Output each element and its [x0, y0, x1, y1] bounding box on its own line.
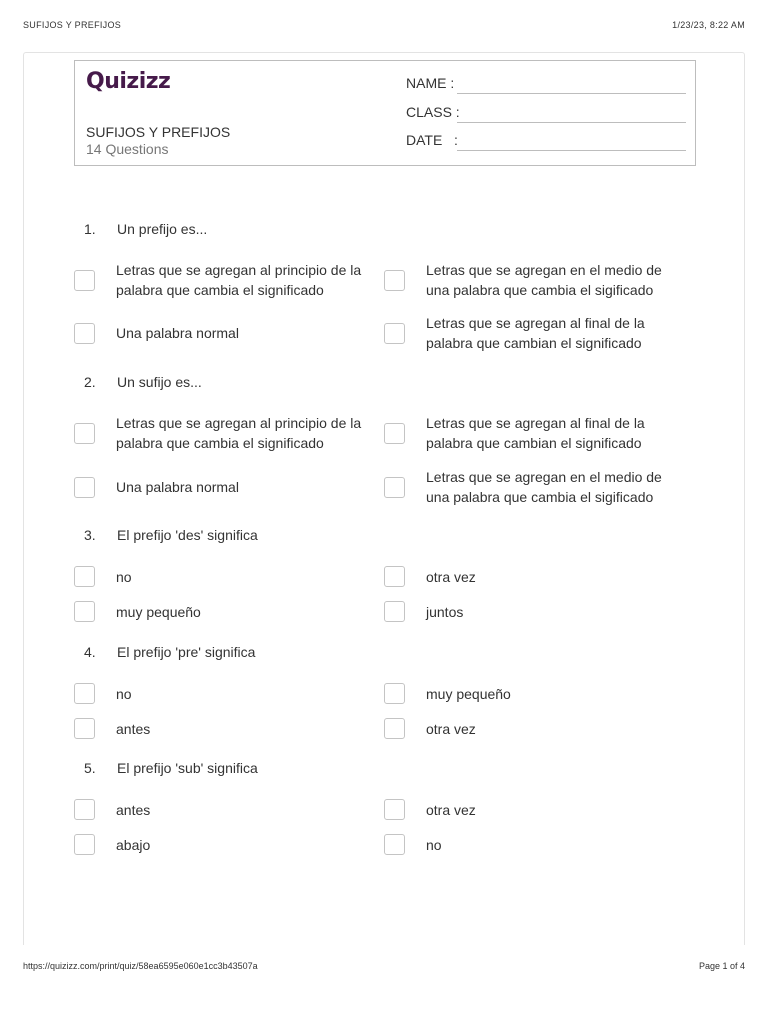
date-line — [457, 150, 686, 151]
answer-text: Letras que se agregan en el medio de una palabra que cambia el sigificado — [426, 262, 662, 298]
checkbox[interactable] — [74, 423, 95, 444]
checkbox[interactable] — [74, 323, 95, 344]
question-text: Un sufijo es... — [117, 374, 202, 390]
answer-text: Una palabra normal — [116, 479, 239, 495]
checkbox[interactable] — [384, 799, 405, 820]
checkbox[interactable] — [384, 477, 405, 498]
checkbox[interactable] — [384, 566, 405, 587]
class-line — [457, 122, 686, 123]
page-indicator: Page 1 of 4 — [698, 961, 745, 971]
answer-text: otra vez — [426, 802, 476, 818]
checkbox[interactable] — [74, 270, 95, 291]
checkbox[interactable] — [74, 601, 95, 622]
question-number: 4. — [84, 644, 96, 660]
checkbox[interactable] — [74, 799, 95, 820]
print-footer — [23, 961, 745, 973]
question-number: 3. — [84, 527, 96, 543]
date-label: DATE : — [406, 132, 458, 148]
question-text: Un prefijo es... — [117, 221, 208, 237]
checkbox[interactable] — [384, 423, 405, 444]
answer-text: muy pequeño — [426, 686, 511, 702]
checkbox[interactable] — [384, 683, 405, 704]
quiz-sheet — [23, 52, 745, 945]
question-number: 2. — [84, 374, 96, 390]
question-text: El prefijo 'des' significa — [117, 527, 258, 543]
answer-text: juntos — [426, 604, 464, 620]
print-header-title: SUFIJOS Y PREFIJOS — [23, 20, 122, 30]
print-header — [23, 20, 745, 32]
checkbox[interactable] — [74, 683, 95, 704]
checkbox[interactable] — [74, 718, 95, 739]
answer-text: Letras que se agregan en el medio de una palabra que cambia el sigificado — [426, 469, 662, 505]
answer-text: no — [116, 569, 132, 585]
quizizz-logo: Quizizz — [86, 69, 171, 94]
checkbox[interactable] — [74, 834, 95, 855]
question-number: 1. — [84, 221, 96, 237]
answer-text: Una palabra normal — [116, 325, 239, 341]
answer-text: Letras que se agregan al final de la palabra que cambian el significado — [426, 315, 645, 351]
answer-text: muy pequeño — [116, 604, 201, 620]
quiz-title: SUFIJOS Y PREFIJOS — [86, 124, 231, 140]
quiz-header-box — [74, 60, 696, 166]
date-field[interactable] — [406, 132, 686, 152]
class-label: CLASS : — [406, 104, 460, 120]
answer-text: Letras que se agregan al principio de la palabra que cambia el significado — [116, 415, 362, 451]
name-line — [457, 93, 686, 94]
answer-text: no — [426, 837, 442, 853]
answer-text: otra vez — [426, 569, 476, 585]
answer-text: antes — [116, 721, 151, 737]
print-footer-url: https://quizizz.com/print/quiz/58ea6595e060e1cc3b43507a — [23, 961, 258, 971]
checkbox[interactable] — [384, 601, 405, 622]
checkbox[interactable] — [74, 477, 95, 498]
question-count: 14 Questions — [86, 141, 169, 157]
answer-text: otra vez — [426, 721, 476, 737]
answer-text: Letras que se agregan al principio de la palabra que cambia el significado — [116, 262, 362, 298]
print-header-datetime: 1/23/23, 8:22 AM — [672, 20, 745, 30]
checkbox[interactable] — [74, 566, 95, 587]
checkbox[interactable] — [384, 323, 405, 344]
answer-text: antes — [116, 802, 151, 818]
checkbox[interactable] — [384, 718, 405, 739]
class-field[interactable] — [406, 104, 686, 124]
question-number: 5. — [84, 760, 96, 776]
name-label: NAME : — [406, 75, 455, 91]
question-text: El prefijo 'sub' significa — [117, 760, 258, 776]
question-text: El prefijo 'pre' significa — [117, 644, 256, 660]
answer-text: Letras que se agregan al final de la palabra que cambian el significado — [426, 415, 645, 451]
checkbox[interactable] — [384, 834, 405, 855]
checkbox[interactable] — [384, 270, 405, 291]
answer-text: abajo — [116, 837, 151, 853]
name-field[interactable] — [406, 75, 686, 95]
answer-text: no — [116, 686, 132, 702]
